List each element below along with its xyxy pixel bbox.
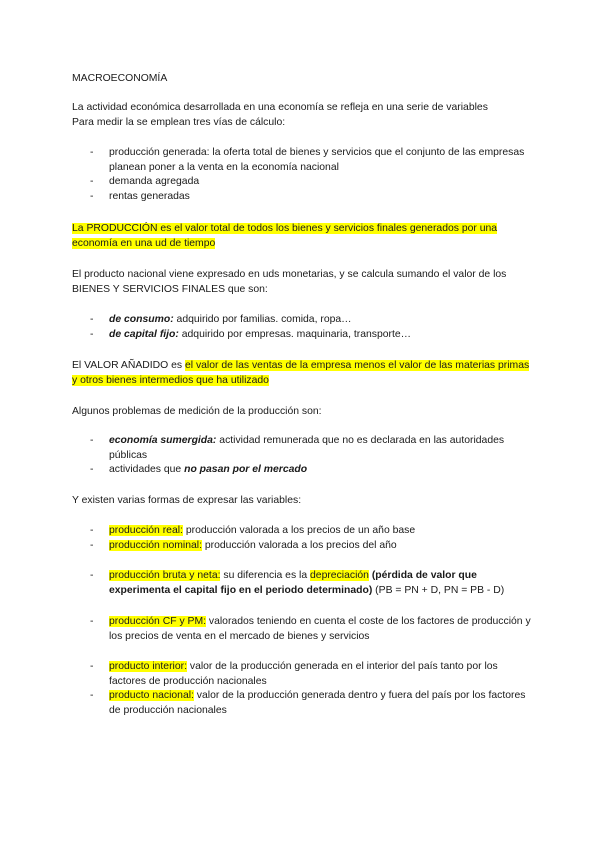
description: valor de la producción generada dentro y fuera del país por los factores de producción nacionales: [109, 690, 526, 716]
formas-list-4: [72, 660, 532, 718]
description: adquirido por familias. comida, ropa…: [173, 314, 352, 325]
intro-line-1: La actividad económica desarrollada en una economía se refleja en una serie de variables: [72, 102, 488, 113]
list-item: [72, 434, 532, 463]
description: producción valorada a los precios de un año base: [182, 525, 416, 536]
problemas-heading: Algunos problemas de medición de la producción son:: [72, 406, 322, 417]
lead-text: El VALOR AÑADIDO es: [72, 360, 185, 371]
term: producción bruta y neta:: [109, 570, 221, 581]
list-item: [72, 313, 532, 328]
vias-list: [72, 146, 532, 204]
description: su diferencia es la: [220, 570, 311, 581]
list-item: [72, 660, 532, 689]
formas-list-3: [72, 615, 532, 644]
term-depreciacion: depreciación: [310, 570, 369, 581]
term: de consumo:: [109, 314, 174, 325]
term: producto interior:: [109, 661, 187, 672]
description: producción valorada a los precios del año: [202, 539, 397, 551]
description: actividad remunerada que no es declarada en las autoridades públicas: [109, 435, 505, 461]
list-item: [72, 539, 532, 554]
bienes-list: [72, 313, 532, 342]
producto-nacional-paragraph: El producto nacional viene expresado en uds monetarias, y se calcula sumando el valor de los BIENES Y SERVICIOS FINALES que son:: [72, 269, 507, 295]
description: valor de la producción generada en el interior del país tanto por los factores de producción nacionales: [109, 661, 498, 687]
list-item: - demanda agregada: [72, 175, 532, 190]
term: economía sumergida:: [109, 435, 217, 446]
valor-anadido-definition: [72, 359, 532, 388]
list-item: [72, 615, 532, 644]
list-item: - rentas generadas: [72, 190, 532, 205]
term: producto nacional:: [109, 690, 194, 701]
highlighted-text: el valor de las ventas de la empresa menos el valor de las materias primas y otros bienes intermedios que ha utilizado: [72, 360, 530, 386]
document-title: MACROECONOMÍA: [72, 73, 168, 84]
term: producción real:: [109, 525, 183, 536]
prefix: actividades que: [109, 464, 185, 475]
term: producción CF y PM:: [109, 616, 207, 627]
bold-description: (pérdida de valor que experimenta el capital fijo en el periodo determinado): [109, 570, 477, 596]
formula: (PB = PN + D, PN = PB - D): [372, 584, 505, 596]
term: no pasan por el mercado: [184, 464, 308, 475]
description: valorados teniendo en cuenta el coste de los factores de producción y los precios de venta en el mercado de bienes y servicios: [109, 616, 531, 642]
list-item: [72, 569, 532, 598]
intro-line-2: Para medir la se emplean tres vías de cálculo:: [72, 116, 286, 128]
list-item: [72, 689, 532, 718]
list-item: - producción generada: la oferta total de bienes y servicios que el conjunto de las empresas planean poner a la venta en la economía nacional: [72, 146, 532, 175]
formas-heading: Y existen varias formas de expresar las variables:: [72, 495, 302, 506]
highlight-lead: La PRODUCCIÓN es el: [72, 223, 186, 234]
list-item: [72, 524, 532, 539]
term: de capital fijo:: [109, 328, 179, 340]
formas-list-2: [72, 569, 532, 598]
intro-paragraph: [72, 101, 532, 130]
list-item: [72, 328, 532, 343]
formas-list-1: [72, 524, 532, 553]
highlighted-text: valor total de todos los bienes y servicios finales generados por una economía en una ud de tiempo: [72, 223, 498, 249]
produccion-definition: [72, 222, 532, 251]
term: producción nominal:: [109, 539, 202, 551]
list-item: [72, 463, 532, 478]
problemas-list: [72, 434, 532, 478]
description: adquirido por empresas. maquinaria, transporte…: [178, 328, 412, 340]
